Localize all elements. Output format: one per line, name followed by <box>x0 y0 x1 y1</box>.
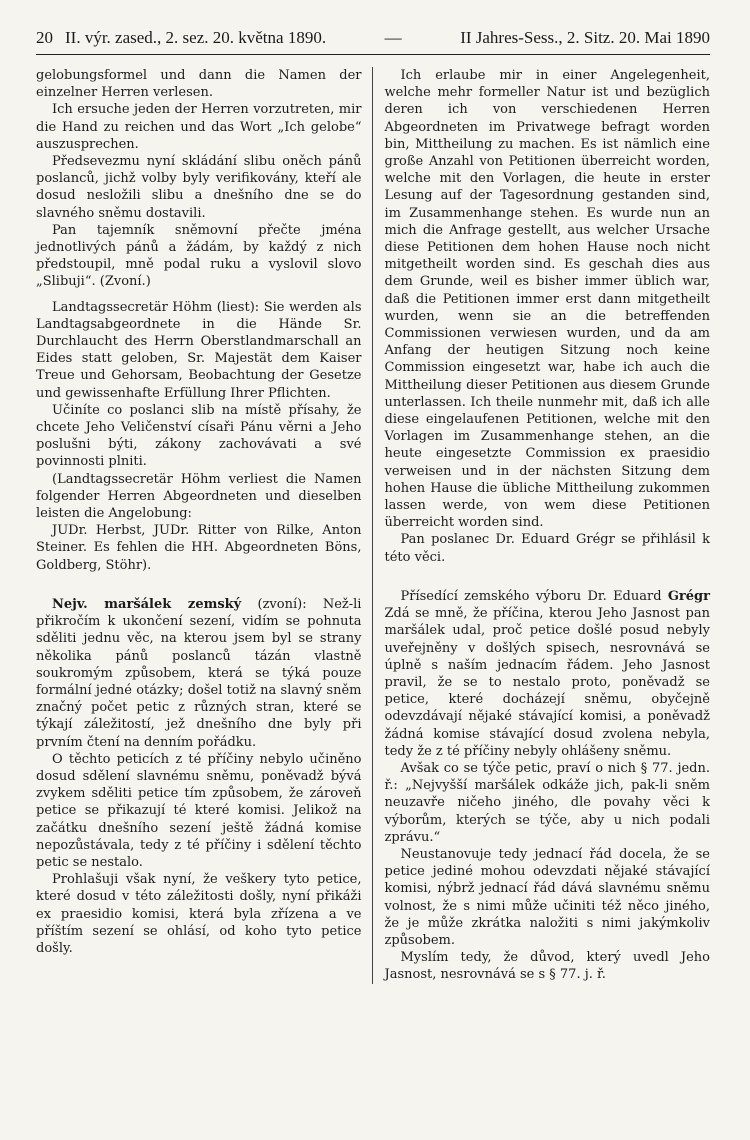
right-column <box>373 67 711 984</box>
running-header <box>36 28 710 55</box>
paragraph: Avšak co se týče petic, praví o nich § 77. jedn. ř.: „Nejvyšší maršálek odkáže jich, pak-li sněm neuzavře ničeho jiného, dle povahy věci k výborům, kterých se týče, aby u nich podali zprávu.“ <box>384 760 710 845</box>
left-column <box>36 67 373 984</box>
speaker-name: Landtagssecretär Höhm <box>52 299 213 315</box>
header-right <box>460 28 710 48</box>
header-czech-session: II. výr. zased., 2. sez. 20. května 1890. <box>65 28 327 47</box>
paragraph: Prohlašuji však nyní, že veškery tyto petice, které dosud v této záležitosti došly, nyní přikáži ex praesidio komisi, která byla zřízena a ve příštím sezení se ohlásí, od koho tyto petice došly. <box>36 872 362 956</box>
speaker-note: (zvoní): <box>257 596 307 612</box>
speaker-name: Nejv. maršálek zemský <box>52 596 242 612</box>
speaker-intro: Přísedící zemského výboru Dr. Eduard <box>400 588 662 604</box>
speaker-paragraph <box>36 596 362 751</box>
paragraph: Pan poslanec Dr. Eduard Grégr se přihlásil k této věci. <box>384 532 710 565</box>
paragraph: (Landtagssecretär Höhm verliest die Namen folgender Herren Abgeordneten und dieselben leisten die Angelobung: <box>36 471 362 522</box>
speech-text: Než-li přikročím k ukončení sezení, vidím se pohnuta sděliti jednu věc, na kterou jsem byl se strany několika pánů poslanců tázán vlastně soukromým způsobem, která se týká pouze formální jedné otázky; došel totiž na slavný sněm značný počet petic z různých stran, které se týkají záležitostí, jež dnešního dne byly při prvním čtení na denním pořádku. <box>36 596 362 750</box>
speaker-paragraph <box>36 299 362 402</box>
speech-text: Zdá se mně, že příčina, kterou Jeho Jasnost pan maršálek udal, proč petice došlé posud nebyly uveřejněny v došlých spisech, nesrovnává se úplně s naším jednacím řádem. Jeho Jasnost pravil, že se to nestalo proto, poněvadž se petice, které docházejí sněmu, obyčejně odevzdávají nějaké stávající komisi, a poněvadž žádná komise stávající dosud zvolena nebyla, tedy že z té příčiny nebyly ohlášeny sněmu. <box>384 606 710 759</box>
paragraph: Neustanovuje tedy jednací řád docela, že se petice jediné mohou odevzdati nějaké stávající komisi, nýbrž jednací řád dává slavnému sněmu volnost, že s nimi může učiniti též něco jiného, že je může zkrátka naložiti s nimi jakýmkoliv způsobem. <box>384 846 710 948</box>
paragraph: JUDr. Herbst, JUDr. Ritter von Rilke, Anton Steiner. Es fehlen die HH. Abgeordneten Böns, Goldberg, Stöhr). <box>36 523 362 573</box>
paragraph: Myslím tedy, že důvod, který uvedl Jeho Jasnost, nesrovnává se s § 77. j. ř. <box>384 950 710 983</box>
speaker-paragraph <box>385 588 711 760</box>
header-dash: — <box>384 28 402 47</box>
page-number: 20 <box>36 28 53 47</box>
header-left <box>36 28 326 48</box>
paragraph: Učiníte co poslanci slib na místě přísahy, že chcete Jeho Veličenství císaři Pánu věrni a Jeho poslušni býti, zákony zachovávati a své povinnosti plniti. <box>36 402 362 470</box>
paragraph: Ich ersuche jeden der Herren vorzutreten, mir die Hand zu reichen und das Wort „Ich gelobe“ auszusprechen. <box>36 102 362 152</box>
speaker-name: Grégr <box>667 588 710 604</box>
header-german-session: II Jahres-Sess., 2. Sitz. 20. Mai 1890 <box>460 28 710 47</box>
paragraph: O těchto peticích z té příčiny nebylo učiněno dosud sdělení slavnému sněmu, poněvadž bývá zvykem sděliti petice tím způsobem, že zároveň petice se přikazují té které komisi. Jelikož na začátku dnešního sezení ještě žádná komise nepozůstávala, tedy z té příčiny i sdělení těchto petic se nestalo. <box>36 751 362 870</box>
paragraph: gelobungsformel und dann die Namen der einzelner Herren verlesen. <box>36 68 362 101</box>
speaker-note: (liest): <box>216 299 260 315</box>
paragraph: Pan tajemník sněmovní přečte jména jednotlivých pánů a žádám, by každý z nich předstoupil, mně podal ruku a vyslovil slovo „Slibuji“. (Zvoní.) <box>36 222 362 290</box>
paragraph: Předsevezmu nyní skládání slibu oněch pánů poslanců, jichž volby byly verifikovány, kteří ale dosud nesložili slibu a dnešního dne se do slavného sněmu dostavili. <box>36 154 362 221</box>
speech-text: Sie werden als Landtagsabgeordnete in die Hände Sr. Durchlaucht des Herrn Oberstlandmarschall an Eides statt geloben, Sr. Majestät dem Kaiser Treue und Gehorsam, Beobachtung der Gesetze und gewissenhafte Erfüllung Ihrer Pflichten. <box>36 299 362 401</box>
paragraph: Ich erlaube mir in einer Angelegenheit, welche mehr formeller Natur ist und bezüglich deren ich von verschiedenen Herren Abgeordneten im Privatwege befragt worden bin, Mittheilung zu machen. Es ist nämlich eine große Anzahl von Petitionen überreicht worden, welche mit den Vorlagen, die heute in erster Lesung auf der Tagesordnung gestanden sind, im Zusammenhange stehen. Es wurde nun an mich die Anfrage gestellt, aus welcher Ursache diese Petitionen dem hohen Hause noch nicht mitgetheilt worden sind. Es geschah dies aus dem Grunde, weil es bisher immer üblich war, daß die Petitionen immer erst dann mitgetheilt wurden, wenn sie an die betreffenden Commissionen verwiesen wurden, und da am Anfang der heutigen Sitzung noch keine Commission eingesetzt war, habe ich auch die Mittheilung dieser Petitionen aus diesem Grunde unterlassen. Ich theile nunmehr mit, daß ich alle diese eingelaufenen Petitionen, welche mit den Vorlagen im Zusammenhange stehen, an die heute eingesetzte Commission ex praesidio verweisen und in der nächsten Sitzung dem hohen Hause die übliche Mittheilung zukommen lassen werde, von wem diese Petitionen überreicht worden sind. <box>384 68 710 531</box>
two-column-body <box>36 67 710 984</box>
